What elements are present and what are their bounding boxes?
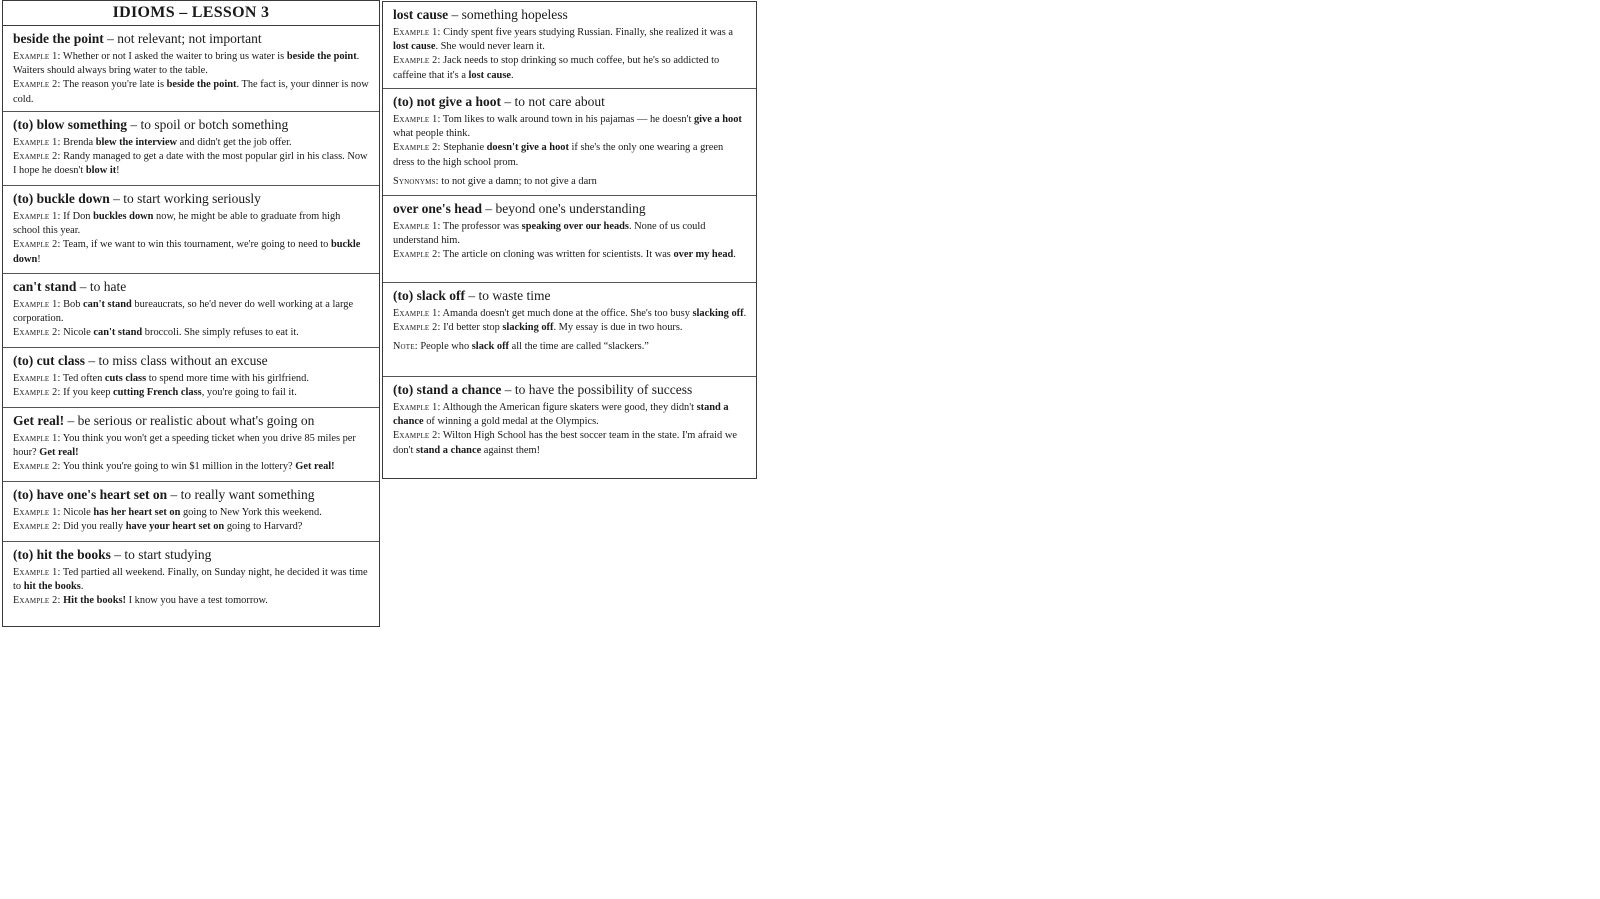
idiom-term: (to) not give a hoot	[393, 94, 501, 109]
example-line	[13, 150, 370, 178]
example-tag: Example 2:	[393, 322, 441, 334]
left-entry-list	[3, 26, 379, 612]
idiom-heading	[13, 116, 370, 133]
example-text: Ted often	[60, 373, 105, 384]
example-line	[13, 372, 370, 386]
example-line	[13, 50, 370, 78]
idiom-definition: – something hopeless	[448, 7, 568, 22]
example-tag: Example 1:	[13, 299, 61, 310]
idiom-definition: – to spoil or botch something	[127, 117, 289, 132]
idiom-term: (to) hit the books	[13, 547, 111, 562]
idiom-term: (to) buckle down	[13, 191, 110, 206]
idiom-entry	[383, 283, 756, 377]
example-line	[13, 326, 370, 340]
example-line	[13, 520, 370, 534]
example-line	[393, 54, 747, 82]
example-tag: Example 2:	[13, 79, 61, 91]
idiom-heading	[13, 190, 370, 207]
idiom-definition: – to start studying	[110, 547, 212, 562]
example-text: The reason you're late is	[60, 79, 167, 91]
example-text: .	[733, 249, 736, 261]
example-tag: Example 1:	[13, 567, 61, 578]
idiom-heading	[393, 381, 747, 398]
example-text: People who	[417, 341, 472, 353]
example-tag: Example 2:	[393, 55, 441, 67]
idiom-usage: cuts class	[104, 373, 147, 384]
idiom-usage: blew the interview	[95, 137, 178, 148]
example-text: I know you have a test tomorrow.	[126, 595, 268, 607]
example-text: . None of us could understand him.	[393, 221, 706, 247]
example-line	[13, 506, 370, 520]
example-text: Stephanie	[440, 142, 487, 154]
example-tag: Example 2:	[393, 430, 441, 442]
example-line	[393, 175, 747, 189]
idiom-entry	[383, 196, 756, 283]
example-text: Jack needs to stop drinking so much coffee, but he's so addicted to caffeine that it's a	[393, 55, 720, 81]
idiom-entry	[3, 348, 379, 408]
right-entry-list	[383, 2, 756, 466]
idiom-heading	[13, 30, 370, 47]
example-text: If you keep	[60, 387, 113, 399]
idiom-usage: has her heart set on	[93, 507, 181, 518]
idiom-entry	[383, 2, 756, 89]
idiom-usage: beside the point	[286, 51, 357, 62]
example-text: and didn't get the job offer.	[177, 137, 292, 148]
example-text: to not give a damn; to not give a darn	[438, 175, 597, 187]
example-tag: Example 2:	[13, 327, 61, 339]
idiom-entry	[3, 112, 379, 186]
idiom-definition: – to not care about	[501, 94, 605, 109]
example-text: bureaucrats, so he'd never do well working at a large corporation.	[13, 299, 354, 325]
example-text: . Waiters should always bring water to the table.	[13, 51, 360, 77]
example-text: . My essay is due in two hours.	[553, 322, 683, 334]
example-tag: Example 2:	[13, 151, 61, 163]
example-tag: Note:	[393, 341, 418, 353]
example-line	[393, 220, 747, 248]
example-line	[393, 321, 747, 335]
idiom-entry	[3, 26, 379, 112]
idiom-heading	[393, 287, 747, 304]
example-line	[13, 210, 370, 238]
idiom-usage: Hit the books!	[63, 595, 127, 607]
idiom-term: lost cause	[393, 7, 449, 22]
example-text: broccoli. She simply refuses to eat it.	[142, 327, 299, 339]
example-tag: Example 2:	[13, 461, 61, 473]
idiom-term: Get real!	[13, 413, 65, 428]
idiom-entry	[383, 377, 756, 466]
example-text: .	[743, 308, 747, 319]
example-line	[393, 401, 747, 429]
example-text: You think you won't get a speeding ticket when you drive 85 miles per hour?	[13, 433, 356, 459]
idiom-term: over one's head	[393, 201, 483, 216]
example-line	[13, 432, 370, 460]
example-text: Tom likes to walk around town in his pajamas — he doesn't	[440, 114, 694, 125]
idiom-definition: – not relevant; not important	[103, 31, 262, 46]
idiom-entry	[3, 274, 379, 348]
idiom-term: (to) stand a chance	[393, 382, 502, 397]
example-text: of winning a gold medal at the Olympics.	[423, 416, 599, 428]
idiom-heading	[13, 546, 370, 563]
example-text: Although the American figure skaters were good, they didn't	[440, 402, 697, 413]
example-text: !	[37, 253, 41, 265]
example-text: Bob	[60, 299, 84, 310]
idiom-usage: stand a chance	[393, 402, 729, 428]
example-line	[393, 248, 747, 262]
idiom-definition: – to have the possibility of success	[501, 382, 693, 397]
idiom-usage: buckles down	[93, 211, 154, 222]
example-text: Brenda	[60, 137, 96, 148]
example-text: Nicole	[60, 327, 94, 339]
example-line	[393, 141, 747, 169]
idiom-heading	[13, 278, 370, 295]
idiom-usage: cutting French class	[113, 387, 202, 399]
idiom-usage: hit the books	[23, 581, 81, 593]
idiom-heading	[393, 200, 747, 217]
idiom-term: can't stand	[13, 279, 77, 294]
example-tag: Example 2:	[13, 595, 61, 607]
example-text: if she's the only one wearing a green dress to the high school prom.	[393, 142, 724, 168]
example-tag: Example 1:	[393, 308, 441, 319]
example-text: Did you really	[60, 521, 126, 533]
example-line	[13, 566, 370, 594]
example-tag: Example 1:	[13, 137, 61, 148]
example-text: , you're going to fail it.	[201, 387, 297, 399]
idiom-usage: Get real!	[295, 461, 335, 473]
example-tag: Example 1:	[393, 221, 441, 232]
example-tag: Example 2:	[393, 249, 441, 261]
example-text: Whether or not I asked the waiter to bring us water is	[60, 51, 287, 62]
example-line	[393, 340, 747, 354]
idiom-usage: lost cause	[468, 69, 511, 81]
idiom-usage: speaking over our heads	[521, 221, 629, 232]
idiom-usage: can't stand	[83, 299, 132, 310]
idiom-usage: slacking off	[692, 308, 744, 319]
example-line	[393, 307, 747, 321]
example-line	[13, 136, 370, 150]
example-text: !	[116, 165, 120, 177]
sheet-title: IDIOMS – LESSON 3	[3, 1, 379, 26]
example-text: all the time are called “slackers.”	[509, 341, 649, 353]
idiom-definition: – to start working seriously	[109, 191, 261, 206]
example-text: You think you're going to win $1 million in the lottery?	[60, 461, 296, 473]
example-text: .	[80, 581, 84, 593]
idiom-definition: – to hate	[76, 279, 127, 294]
example-text: Randy managed to get a date with the most popular girl in his class. Now I hope he doesn't	[13, 151, 368, 177]
example-text: I'd better stop	[440, 322, 503, 334]
example-tag: Synonyms:	[393, 175, 439, 187]
idiom-usage: slacking off	[502, 322, 554, 334]
idiom-term: (to) have one's heart set on	[13, 487, 168, 502]
idioms-right-column	[382, 1, 757, 479]
idiom-heading	[393, 93, 747, 110]
idioms-left-column	[2, 0, 380, 627]
idiom-entry	[3, 186, 379, 274]
example-text: .	[510, 69, 514, 81]
example-text: If Don	[60, 211, 94, 222]
example-line	[13, 238, 370, 266]
example-tag: Example 1:	[13, 51, 61, 62]
idiom-term: (to) blow something	[13, 117, 127, 132]
example-text: going to New York this weekend.	[180, 507, 322, 518]
idiom-usage: beside the point	[166, 79, 237, 91]
idiom-term: (to) cut class	[13, 353, 85, 368]
example-text: Nicole	[60, 507, 94, 518]
idiom-definition: – to miss class without an excuse	[84, 353, 268, 368]
idiom-usage: stand a chance	[415, 444, 482, 456]
idiom-entry	[3, 542, 379, 612]
example-tag: Example 1:	[13, 211, 61, 222]
example-tag: Example 1:	[13, 433, 61, 444]
idiom-definition: – to waste time	[464, 288, 551, 303]
example-text: The professor was	[440, 221, 522, 232]
example-text: . The fact is, your dinner is now cold.	[13, 79, 369, 105]
idiom-usage: blow it	[85, 165, 117, 177]
idiom-usage: lost cause	[393, 41, 436, 53]
example-text: Amanda doesn't get much done at the office. She's too busy	[440, 308, 693, 319]
example-line	[13, 386, 370, 400]
idiom-term: beside the point	[13, 31, 104, 46]
example-tag: Example 2:	[13, 387, 61, 399]
example-text: The article on cloning was written for scientists. It was	[440, 249, 674, 261]
idiom-usage: buckle down	[13, 239, 361, 265]
example-line	[393, 113, 747, 141]
example-tag: Example 1:	[13, 373, 61, 384]
idiom-heading	[13, 352, 370, 369]
idiom-entry	[3, 408, 379, 482]
example-tag: Example 2:	[393, 142, 441, 154]
example-text: Ted partied all weekend. Finally, on Sunday night, he decided it was time to	[13, 567, 368, 593]
example-text: now, he might be able to graduate from high school this year.	[13, 211, 341, 237]
example-line	[13, 298, 370, 326]
example-text: to spend more time with his girlfriend.	[146, 373, 309, 384]
example-tag: Example 2:	[13, 521, 61, 533]
example-tag: Example 1:	[393, 27, 441, 38]
example-tag: Example 1:	[13, 507, 61, 518]
example-line	[13, 78, 370, 106]
idiom-usage: over my head	[673, 249, 734, 261]
idiom-definition: – be serious or realistic about what's going on	[64, 413, 315, 428]
example-text: against them!	[481, 444, 541, 456]
example-text: Team, if we want to win this tournament, we're going to need to	[60, 239, 331, 251]
idiom-usage: Get real!	[39, 447, 79, 459]
idiom-usage: have your heart set on	[125, 521, 225, 533]
idiom-definition: – to really want something	[167, 487, 315, 502]
example-text: Wilton High School has the best soccer team in the state. I'm afraid we don't	[393, 430, 737, 456]
idiom-heading	[393, 6, 747, 23]
idiom-usage: give a hoot	[693, 114, 742, 125]
example-line	[393, 26, 747, 54]
idiom-entry	[3, 482, 379, 542]
example-tag: Example 2:	[13, 239, 61, 251]
example-line	[393, 429, 747, 457]
example-tag: Example 1:	[393, 114, 441, 125]
example-text: Cindy spent five years studying Russian. Finally, she realized it was a	[440, 27, 734, 38]
example-tag: Example 1:	[393, 402, 441, 413]
idiom-entry	[383, 89, 756, 196]
example-line	[13, 460, 370, 474]
idiom-term: (to) slack off	[393, 288, 465, 303]
example-line	[13, 594, 370, 608]
idiom-usage: doesn't give a hoot	[486, 142, 569, 154]
idiom-heading	[13, 412, 370, 429]
example-text: going to Harvard?	[224, 521, 303, 533]
idiom-definition: – beyond one's understanding	[482, 201, 646, 216]
idiom-usage: can't stand	[93, 327, 143, 339]
example-text: what people think.	[393, 128, 471, 140]
idiom-usage: slack off	[471, 341, 509, 353]
idiom-heading	[13, 486, 370, 503]
example-text: . She would never learn it.	[435, 41, 545, 53]
